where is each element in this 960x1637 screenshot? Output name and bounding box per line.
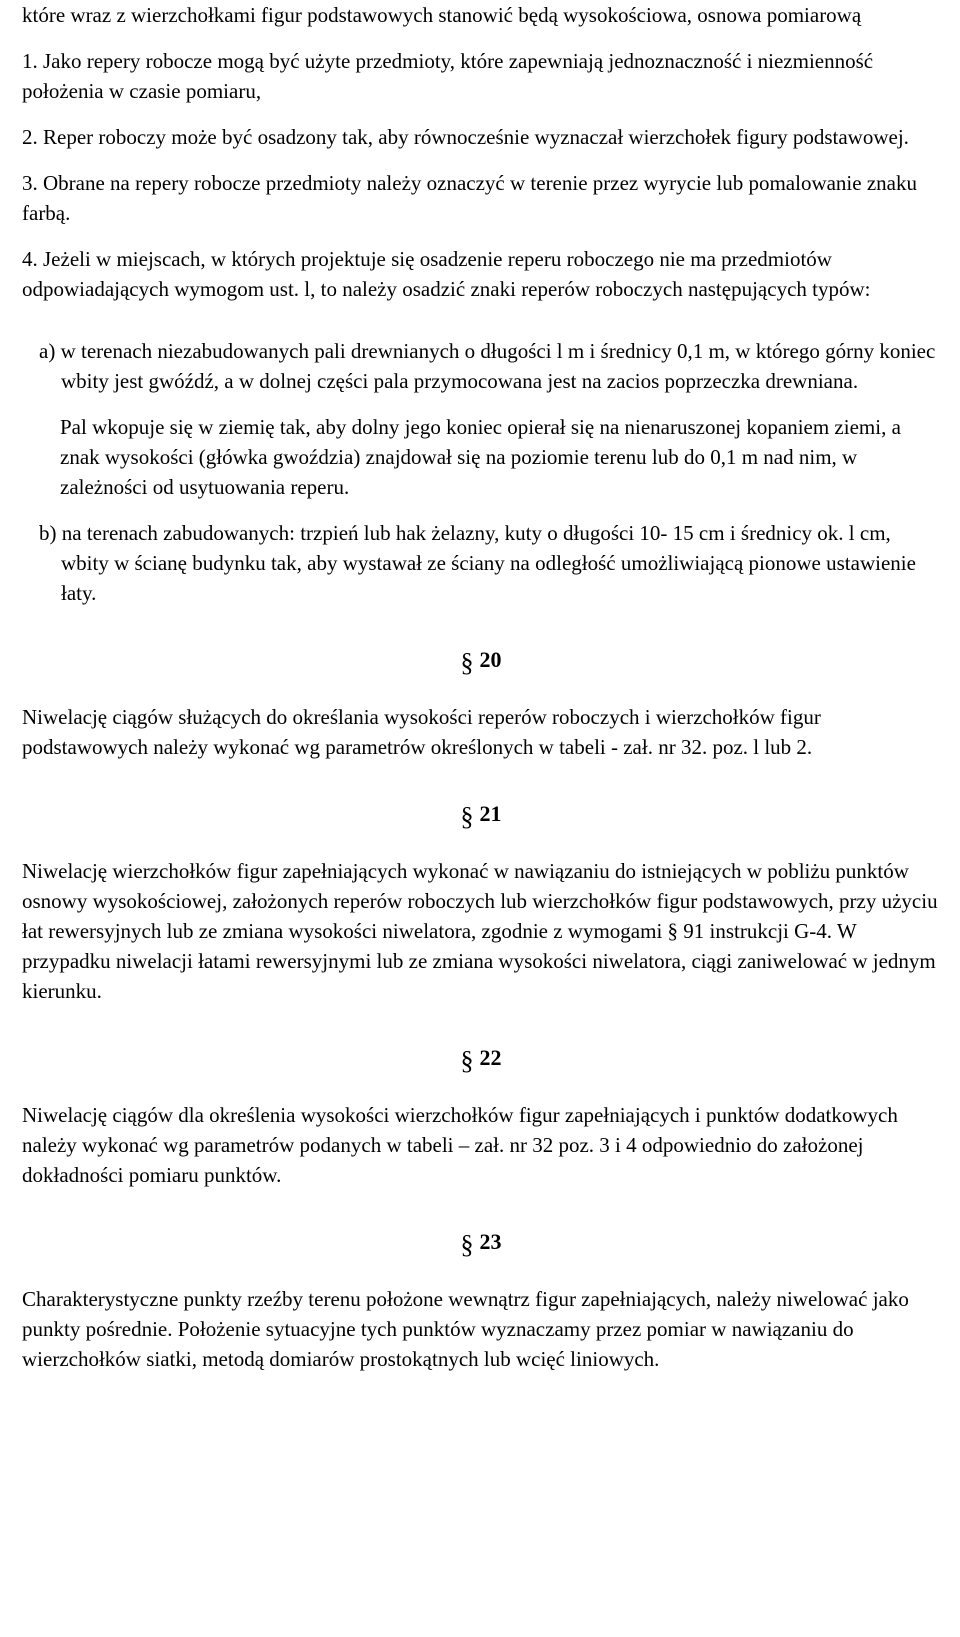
section-heading-20 bbox=[22, 622, 940, 688]
section-heading-21 bbox=[22, 776, 940, 842]
section-sign: § bbox=[460, 1046, 474, 1075]
subitem-a-note: Pal wkopuje się w ziemię tak, aby dolny jego koniec opierał się na nienaruszonej kopaniem ziemi, a znak wysokości (główka gwoździa) znajdował się na poziomie terenu lub do 0,1 m nad nim, w zależności od usytuowania reperu. bbox=[60, 415, 901, 499]
section-23-text: Charakterystyczne punkty rzeźby terenu położone wewnątrz figur zapełniających, należy niwelować jako punkty pośrednie. Położenie sytuacyjne tych punktów wyznaczamy przez pomiar w nawiązaniu do wierzchołków siatki, metodą domiarów prostokątnych lub wcięć liniowych. bbox=[22, 1287, 909, 1371]
section-21-text: Niwelację wierzchołków figur zapełniających wykonać w nawiązaniu do istniejących w pobliżu punktów osnowy wysokościowej, założonych reperów roboczych lub wierzchołków figur podstawowych, przy użyciu łat rewersyjnych lub ze zmiana wysokości niwelatora, zgodnie z wymogami § 91 instrukcji G-4. W przypadku niwelacji łatami rewersyjnymi lub ze zmiana wysokości niwelatora, ciągi zaniwelować w jednym kierunku. bbox=[22, 859, 938, 1003]
section-number: 22 bbox=[479, 1045, 502, 1070]
section-sign: § bbox=[460, 1230, 474, 1259]
section-sign: § bbox=[460, 648, 474, 677]
section-sign: § bbox=[460, 802, 474, 831]
intro-paragraph: które wraz z wierzchołkami figur podstawowych stanowić będą wysokościowa, osnowa pomiarową bbox=[22, 3, 862, 27]
subitem-b: b) na terenach zabudowanych: trzpień lub hak żelazny, kuty o długości 10- 15 cm i średnicy ok. l cm, wbity w ścianę budynku tak, aby wystawał ze ściany na odległość umożliwiającą pionowe ustawienie łaty. bbox=[39, 521, 916, 605]
section-heading-23 bbox=[22, 1204, 940, 1270]
section-number: 20 bbox=[479, 647, 502, 672]
list-item-3: 3. Obrane na repery robocze przedmioty należy oznaczyć w terenie przez wyrycie lub pomalowanie znaku farbą. bbox=[22, 171, 917, 225]
section-number: 23 bbox=[479, 1229, 502, 1254]
subitem-a: a) w terenach niezabudowanych pali drewnianych o długości l m i średnicy 0,1 m, w którego górny koniec wbity jest gwóźdź, a w dolnej części pala przymocowana jest na zacios poprzeczka drewniana. bbox=[39, 339, 936, 393]
section-number: 21 bbox=[479, 801, 502, 826]
section-20-text: Niwelację ciągów służących do określania wysokości reperów roboczych i wierzchołków figur podstawowych należy wykonać wg parametrów określonych w tabeli - zał. nr 32. poz. l lub 2. bbox=[22, 705, 821, 759]
list-item-2: 2. Reper roboczy może być osadzony tak, aby równocześnie wyznaczał wierzchołek figury podstawowej. bbox=[22, 125, 909, 149]
list-item-1: 1. Jako repery robocze mogą być użyte przedmioty, które zapewniają jednoznaczność i niezmienność położenia w czasie pomiaru, bbox=[22, 49, 874, 103]
document-content bbox=[22, 0, 940, 1374]
section-heading-22 bbox=[22, 1020, 940, 1086]
list-item-4: 4. Jeżeli w miejscach, w których projektuje się osadzenie reperu roboczego nie ma przedmiotów odpowiadających wymogom ust. l, to należy osadzić znaki reperów roboczych następujących typów: bbox=[22, 247, 871, 301]
section-22-text: Niwelację ciągów dla określenia wysokości wierzchołków figur zapełniających i punktów dodatkowych należy wykonać wg parametrów podanych w tabeli – zał. nr 32 poz. 3 i 4 odpowiednio do założonej dokładności pomiaru punktów. bbox=[22, 1103, 898, 1187]
